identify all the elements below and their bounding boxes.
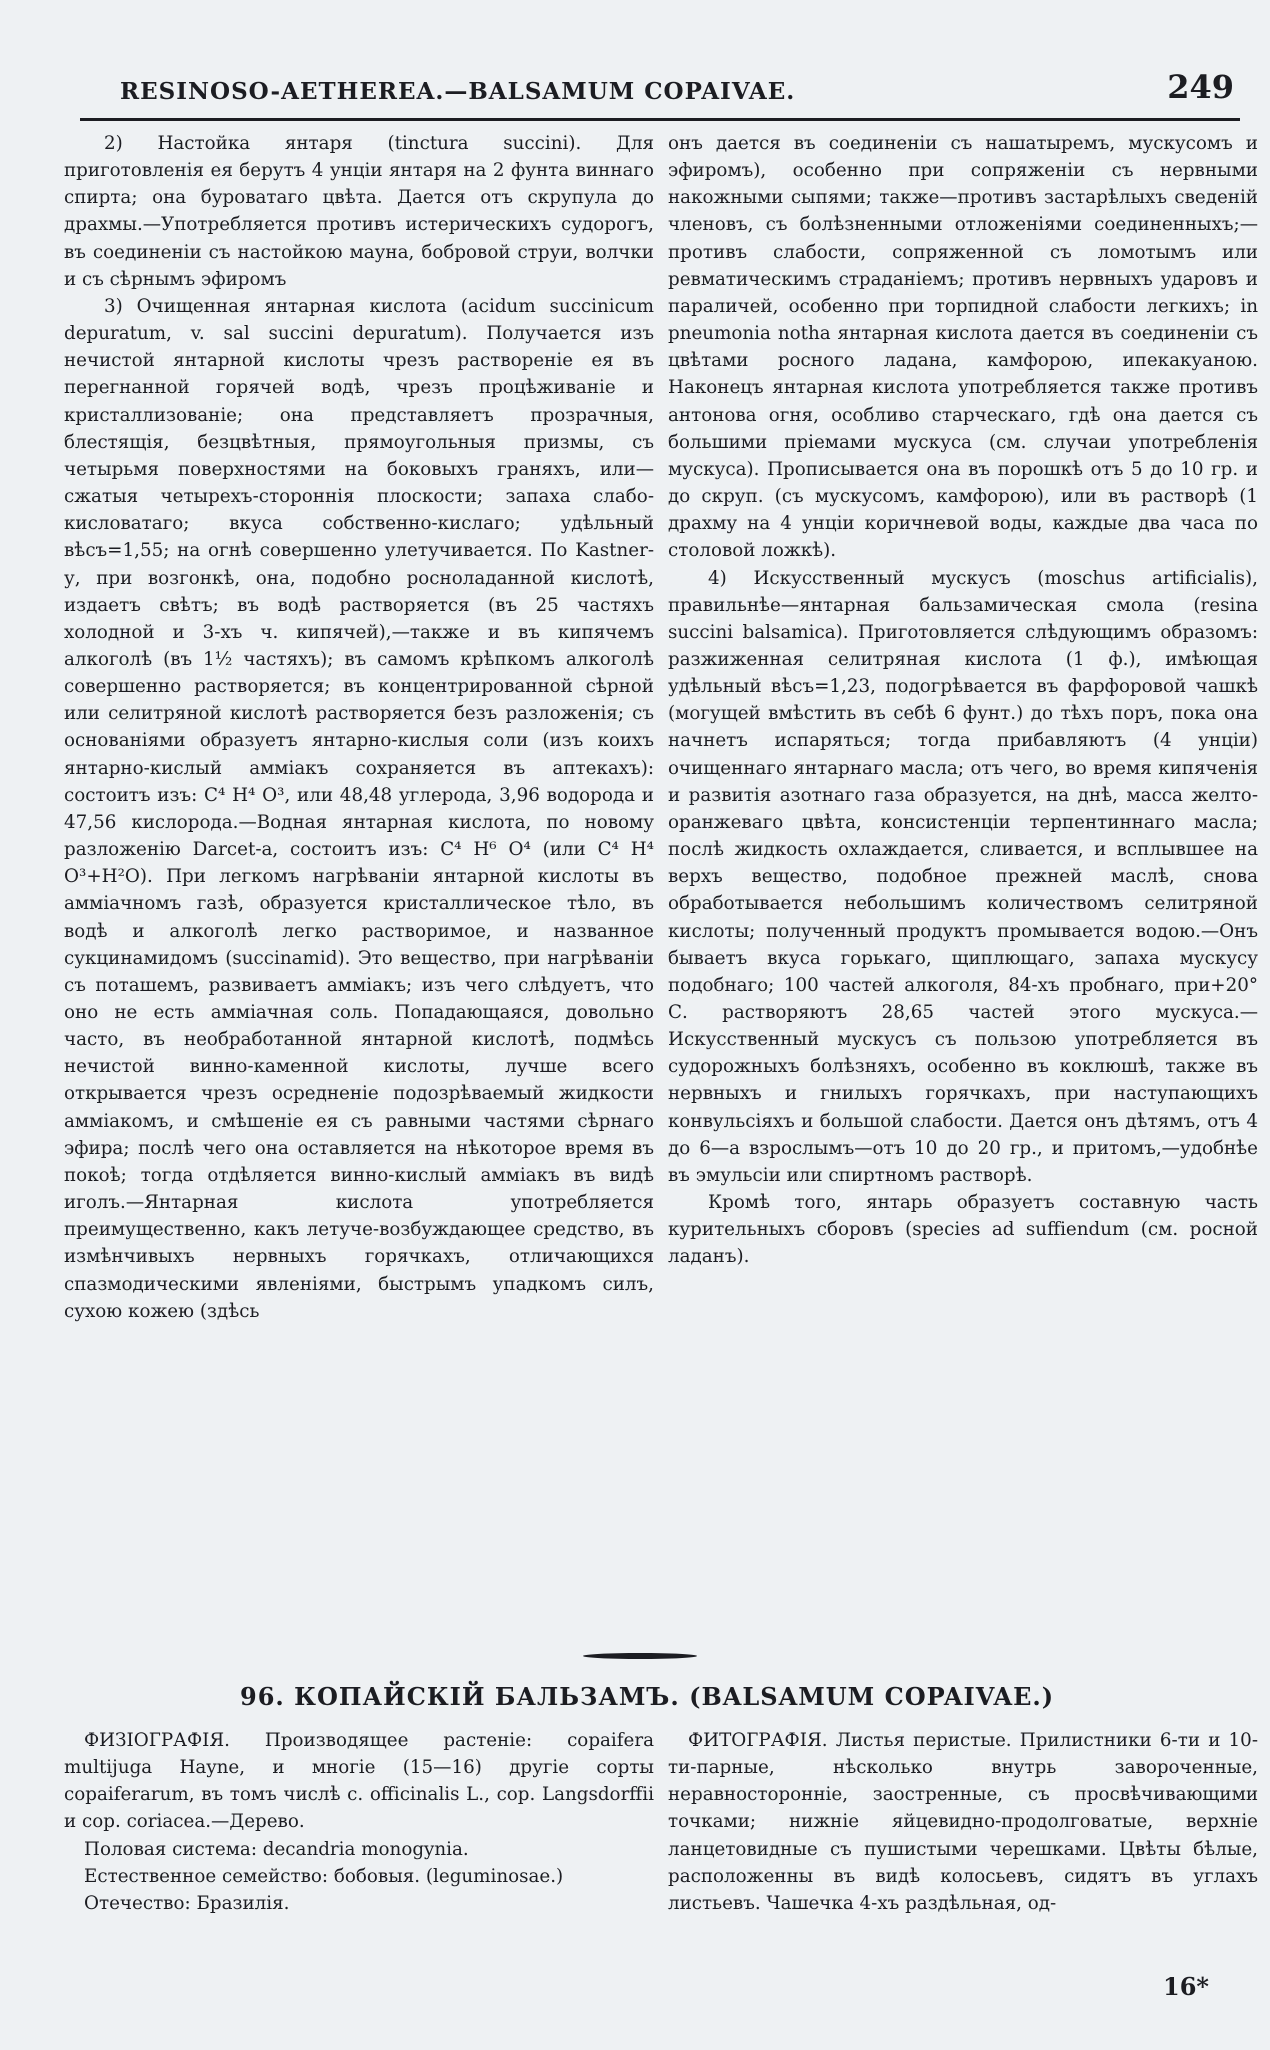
running-title: RESINOSO-AETHEREA.—BALSAMUM COPAIVAE. bbox=[120, 78, 796, 105]
left-column bbox=[64, 130, 654, 1636]
phytography-column bbox=[668, 1727, 1258, 1972]
paragraph: 2) Настойка янтаря (tinctura succini). Для приготовленія ея берутъ 4 унціи янтаря на 2 фунта виннаго спирта; она буроватаго цвѣта. Дается отъ скрупула до драхмы.—Употребляется противъ истерическихъ судорогъ, въ соединеніи съ настойкою мауна, бобровой струи, волчки и съ сѣрнымъ эфиромъ bbox=[64, 133, 654, 290]
running-header bbox=[80, 62, 1240, 121]
paragraph: 4) Искусственный мускусъ (moschus artificialis), правильнѣе—янтарная бальзамическая смола (resina succini balsamica). Приготовляется слѣдующимъ образомъ: разжиженная селитряная кислота (1 ф.), имѣющая удѣльный вѣсъ=1,23, подогрѣвается въ фарфоровой чашкѣ (могущей вмѣстить въ себѣ 6 фунт.) до тѣхъ поръ, пока она начнетъ испаряться; тогда прибавляютъ (4 унціи) очищеннаго янтарнаго масла; отъ чего, во время кипяченія и развитія азотнаго газа образуется, на днѣ, масса желто-оранжеваго цвѣта, консистенціи терпентиннаго масла; послѣ жидкость охлаждается, сливается, и всплывшее на верхъ вещество, подобное прежней маслѣ, снова обработывается небольшимъ количествомъ селитряной кислоты; полученный продуктъ промывается водою.—Онъ бываетъ вкуса горькаго, щиплющаго, запаха мускусу подобнаго; 100 частей алкоголя, 84-хъ пробнаго, при+20° С. растворяютъ 28,65 частей этого мускуса.—Искусственный мускусъ съ пользою употребляется въ судорожныхъ болѣзняхъ, особенно въ коклюшѣ, также въ нервныхъ и гнилыхъ горячкахъ, при наступающихъ конвульсіяхъ и большой слабости. Дается онъ дѣтямъ, отъ 4 до 6—а взрослымъ—отъ 10 до 20 гр., и притомъ,—удобнѣе въ эмульсіи или спиртномъ растворѣ. bbox=[668, 567, 1258, 1186]
paragraph: Половая система: decandria monogynia. bbox=[84, 1838, 469, 1860]
paragraph: Отечество: Бразилія. bbox=[84, 1892, 290, 1914]
right-column bbox=[668, 130, 1258, 1636]
physiography-column bbox=[64, 1727, 654, 1972]
paragraph: 3) Очищенная янтарная кислота (acidum succinicum depuratum, v. sal succini depuratum). Получается изъ нечистой янтарной кислоты чрезъ раствореніе ея въ перегнанной горячей водѣ, чрезъ процѣживаніе и кристаллизованіе; она представляетъ прозрачныя, блестящія, безцвѣтныя, прямоугольныя призмы, съ четырьмя поверхностями на боковыхъ граняхъ, или—сжатыя четырехъ-стороннія плоскости; запаха слабо-кисловатаго; вкуса собственно-кислаго; удѣльный вѣсъ=1,55; на огнѣ совершенно улетучивается. По Kastner-у, при возгонкѣ, она, подобно росноладанной кислотѣ, издаетъ свѣтъ; въ водѣ растворяется (въ 25 частяхъ холодной и 3-хъ ч. кипячей),—также и въ кипячемъ алкоголѣ (въ 1½ частяхъ); въ самомъ крѣпкомъ алкоголѣ совершенно растворяется; въ концентрированной сѣрной или селитряной кислотѣ растворяется безъ разложенія; съ основаніями образуетъ янтарно-кислыя соли (изъ коихъ янтарно-кислый аммiакъ сохраняется въ аптекахъ): состоитъ изъ: C⁴ H⁴ O³, или 48,48 углерода, 3,96 водорода и 47,56 кислорода.—Водная янтарная кислота, по новому разложенію Darcet-a, состоитъ изъ: C⁴ H⁶ O⁴ (или C⁴ H⁴ O³+H²O). При легкомъ нагрѣваніи янтарной кислоты въ амміачномъ газѣ, образуется кристаллическое тѣло, въ водѣ и алкоголѣ легко растворимое, и названное сукцинамидомъ (succinamid). Это вещество, при нагрѣваніи съ поташемъ, развиваетъ амміакъ; изъ чего слѣдуетъ, что оно не есть амміачная соль. Попадающаяся, довольно часто, въ необработанной янтарной кислотѣ, подмѣсь нечистой винно-каменной кислоты, лучше всего открывается чрезъ осредненіе подозрѣваемый жидкости амміакомъ, и смѣшеніе ея съ равными частями сѣрнаго эфира; послѣ чего она оставляется на нѣкоторое время въ покоѣ; тогда отдѣляется винно-кислый амміакъ въ видѣ иголъ.—Янтарная кислота употребляется преимущественно, какъ летуче-возбуждающее средство, въ измѣнчивыхъ нервныхъ горячкахъ, отличающихся спазмодическими явленіями, быстрымъ упадкомъ силъ, сухою кожею (здѣсь bbox=[64, 295, 654, 1322]
page-number: 249 bbox=[1167, 68, 1234, 106]
section-heading: 96. КОПАЙСКІЙ БАЛЬЗАМЪ. (BALSAMUM COPAIVAE.) bbox=[240, 1682, 1055, 1711]
signature-mark: 16* bbox=[1163, 1972, 1209, 2001]
paragraph: Кромѣ того, янтарь образуетъ составную часть курительныхъ сборовъ (species ad suffiendum (см. росной ладанъ). bbox=[668, 1192, 1258, 1268]
paragraph: ФИТОГРАФІЯ. Листья перистые. Прилистники 6-ти и 10-ти-парные, нѣсколько внутрь завороченные, неравностороннiе, заостренные, съ просвѣчивающими точками; нижніе яйцевидно-продолговатые, верхніе ланцетовидные съ пушистыми черешками. Цвѣты бѣлые, расположенны въ видѣ колосьевъ, сидятъ въ углахъ листьевъ. Чашечка 4-хъ раздѣльная, од- bbox=[668, 1730, 1258, 1914]
section-divider bbox=[583, 1653, 697, 1659]
paragraph: Естественное семейство: бобовыя. (leguminosae.) bbox=[84, 1865, 564, 1887]
paragraph: ФИЗІОГРАФІЯ. Производящее растеніе: copaifera multijuga Hayne, и многіе (15—16) другіе сорты copaiferarum, въ томъ числѣ c. officinalis L., cop. Langsdorffii и cop. coriacea.—Дерево. bbox=[64, 1730, 654, 1833]
paragraph: онъ дается въ соединеніи съ нашатыремъ, мускусомъ и эфиромъ), особенно при сопряженіи съ нервными накожными сыпями; также—противъ застарѣлыхъ сведеній членовъ, съ болѣзненными отложеніями соединенныхъ;—противъ слабости, сопряженной съ ломотымъ или ревматическимъ страданіемъ; противъ нервныхъ ударовъ и параличей, особенно при торпидной слабости легкихъ; in pneumonia notha янтарная кислота дается въ соединеніи съ цвѣтами росного ладана, камфорою, ипекакуаною. Наконецъ янтарная кислота употребляется также противъ антонова огня, особливо старческаго, гдѣ она дается съ большими пріемами мускуса (см. случаи употребленія мускуса). Прописывается она въ порошкѣ отъ 5 до 10 гр. и до скруп. (съ мускусомъ, камфорою), или въ растворѣ (1 драхму на 4 унціи коричневой воды, каждые два часа по столовой ложкѣ). bbox=[668, 133, 1258, 562]
